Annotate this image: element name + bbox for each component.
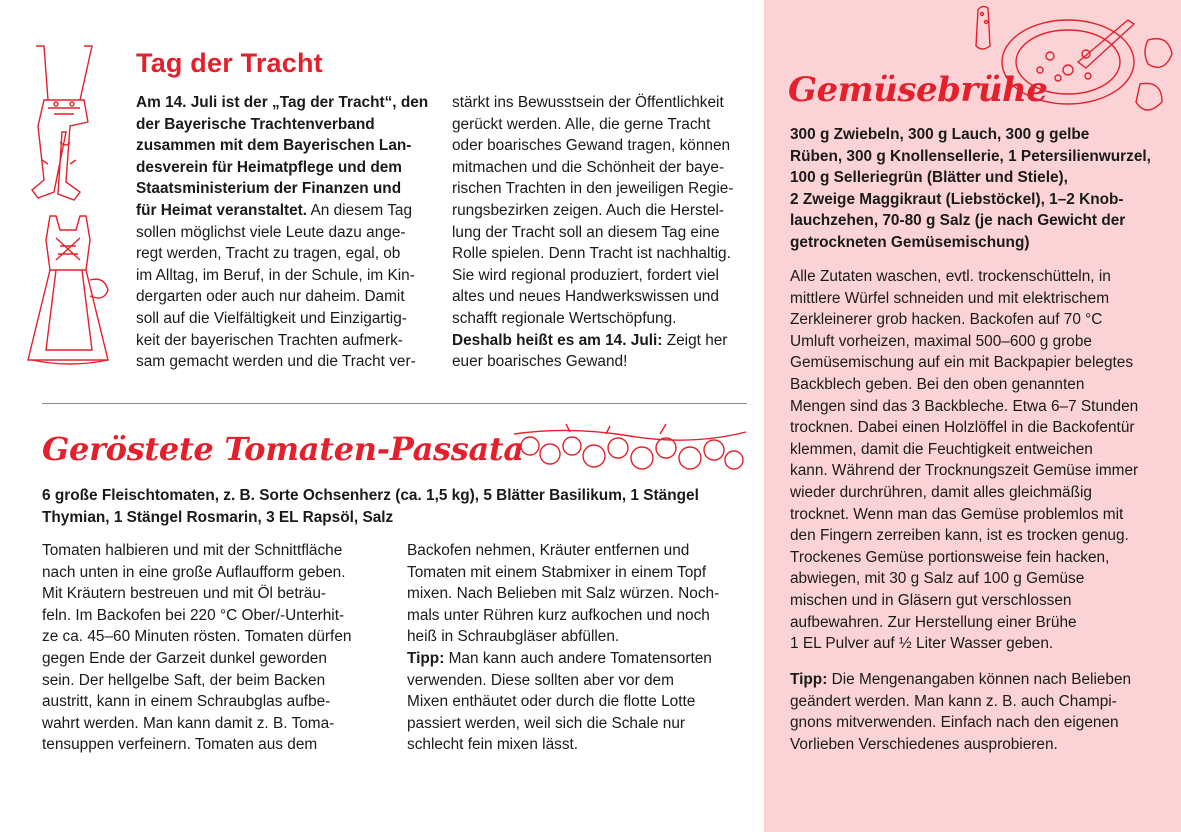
tracht-bold-line: zusammen mit dem Bayerischen Lan-	[136, 137, 412, 155]
tracht-line: sollen möglichst viele Leute dazu ange-	[136, 223, 406, 241]
gemuese-method	[790, 266, 1175, 655]
passata-column-2	[407, 540, 757, 756]
tracht-line: keit der bayerischen Trachten aufmerk-	[136, 331, 403, 349]
tracht-line: im Alltag, im Beruf, in der Schule, im Kin-	[136, 266, 415, 284]
gemuese-title: Gemüsebrühe	[788, 70, 1048, 110]
gemuese-tip-label: Tipp:	[790, 671, 828, 688]
tracht-line: Rolle spielen. Denn Tracht ist nachhaltig.	[452, 245, 731, 263]
gemuese-tip-line: geändert werden. Man kann z. B. auch Champi-	[790, 692, 1117, 710]
gemuese-ingredient-line: 2 Zweige Maggikraut (Liebstöckel), 1–2 Knob-	[790, 190, 1124, 208]
passata-line: Tomaten halbieren und mit der Schnittfläche	[42, 542, 343, 559]
gemuese-line: Gemüsemischung auf ein mit Backpapier belegtes	[790, 354, 1134, 372]
tracht-line: gerückt werden. Alle, die gerne Tracht	[452, 115, 711, 133]
gemuese-tip-line	[790, 669, 1175, 691]
passata-line: feln. Im Backofen bei 220 °C Ober/-Unterhit-	[42, 606, 345, 624]
gemuese-line: Zerkleinerer grob hacken. Backofen auf 70 °C	[790, 311, 1103, 329]
tracht-line: lung der Tracht soll an diesem Tag eine	[452, 223, 720, 241]
passata-line: mals unter Rühren kurz aufkochen und noch	[407, 606, 710, 624]
passata-tip-line: schlecht fein mixen lässt.	[407, 736, 579, 754]
gemuese-line: trocknet. Wenn man das Gemüse problemlos mit	[790, 505, 1124, 523]
tracht-bold-line: der Bayerische Trachtenverband	[136, 115, 375, 133]
tracht-line: oder boarisches Gewand tragen, können	[452, 137, 731, 155]
tracht-column-1	[136, 92, 436, 373]
gemuese-line: mischen und in Gläsern gut verschlossen	[790, 591, 1072, 609]
tomato-vine-illustration-icon	[510, 412, 750, 482]
passata-line: Backofen nehmen, Kräuter entfernen und	[407, 542, 690, 559]
gemuese-line: den Fingern zerreiben kann, ist es trocken genug.	[790, 527, 1129, 545]
passata-title: Geröstete Tomaten-Passata	[42, 430, 524, 468]
passata-ingredients	[42, 485, 762, 528]
dirndl-illustration-icon	[20, 210, 115, 370]
tracht-bold-phrase: für Heimat veranstaltet.	[136, 201, 308, 219]
passata-line: nach unten in eine große Auflaufform geben.	[42, 563, 346, 581]
gemuese-ingredient-line: getrockneten Gemüsemischung)	[790, 233, 1030, 251]
gemuese-tip-line: Vorlieben Verschiedenes ausprobieren.	[790, 735, 1058, 753]
gemuese-line: kann. Während der Trocknungszeit Gemüse immer	[790, 462, 1139, 480]
passata-line: austritt, kann in einem Schraubglas aufbe-	[42, 693, 331, 711]
gemuese-tip-text: Die Mengenangaben können nach Belieben	[827, 671, 1132, 688]
section-divider	[42, 403, 747, 404]
gemuese-line: Mengen sind das 3 Backbleche. Etwa 6–7 Stunden	[790, 397, 1139, 415]
tracht-line: rischen Trachten in den jeweiligen Regie-	[452, 180, 734, 198]
tracht-bold-phrase: Deshalb heißt es am 14. Juli:	[452, 331, 663, 349]
passata-ingredient-line: Thymian, 1 Stängel Rosmarin, 3 EL Rapsöl, Salz	[42, 508, 394, 526]
passata-tip-line	[407, 648, 757, 670]
gemuese-line: abwiegen, mit 30 g Salz auf 100 g Gemüse	[790, 570, 1085, 588]
tracht-mixed-line	[452, 330, 752, 352]
passata-line: heiß in Schraubgläser abfüllen.	[407, 628, 620, 646]
tracht-line: dergarten oder auch nur daheim. Damit	[136, 288, 405, 306]
passata-line: Mit Kräutern bestreuen und mit Öl beträu-	[42, 585, 327, 603]
tracht-title: Tag der Tracht	[136, 48, 323, 78]
passata-tip-line: Mixen enthäutet oder durch die flotte Lotte	[407, 693, 696, 711]
gemuese-line: mittlere Würfel schneiden und mit elektrischem	[790, 289, 1110, 307]
passata-line: wahrt werden. Man kann damit z. B. Toma-	[42, 714, 335, 732]
passata-line: ze ca. 45–60 Minuten rösten. Tomaten dürfen	[42, 628, 352, 646]
gemuese-ingredient-line: lauchzehen, 70-80 g Salz (je nach Gewicht der	[790, 212, 1126, 230]
gemuese-line: Trockenes Gemüse portionsweise fein hacken,	[790, 548, 1110, 566]
tracht-bold-line: Staatsministerium der Finanzen und	[136, 180, 402, 198]
gemuese-ingredients	[790, 124, 1175, 254]
tracht-line: regt werden, Tracht zu tragen, egal, ob	[136, 245, 401, 263]
gemuese-line: wieder durchrühren, damit alles gleichmäßig	[790, 483, 1092, 501]
gemuese-ingredient-line: 100 g Selleriegrün (Blätter und Stiele),	[790, 169, 1068, 187]
tracht-line: mitmachen und die Schönheit der baye-	[452, 158, 725, 176]
tracht-bold-line: desverein für Heimatpflege und dem	[136, 158, 402, 176]
lederhose-illustration-icon	[14, 42, 114, 202]
gemuese-tip-line: gnons mitverwenden. Einfach nach den eigenen	[790, 714, 1119, 732]
tracht-column-2	[452, 92, 752, 373]
gemuese-line: Backblech geben. Bei den oben genannten	[790, 375, 1085, 393]
tracht-line: soll auf die Vielfältigkeit und Einzigartig-	[136, 309, 407, 327]
passata-line: gegen Ende der Garzeit dunkel geworden	[42, 649, 327, 667]
tracht-line: euer boarisches Gewand!	[452, 353, 628, 371]
gemuese-line: Umluft vorheizen, maximal 500–600 g grobe	[790, 332, 1092, 350]
tracht-line: schafft regionale Wertschöpfung.	[452, 309, 677, 327]
tracht-line: altes und neues Handwerkswissen und	[452, 288, 719, 306]
gemuese-ingredient-line: 300 g Zwiebeln, 300 g Lauch, 300 g gelbe	[790, 126, 1090, 143]
passata-tip-text: Man kann auch andere Tomatensorten	[444, 649, 712, 667]
gemuese-line: Alle Zutaten waschen, evtl. trockenschütteln, in	[790, 268, 1111, 285]
passata-tip-line: verwenden. Diese sollten aber vor dem	[407, 671, 674, 689]
tracht-text: Zeigt her	[662, 331, 728, 349]
gemuese-line: 1 EL Pulver auf ½ Liter Wasser geben.	[790, 635, 1054, 653]
passata-line: tensuppen verfeinern. Tomaten aus dem	[42, 736, 318, 754]
tracht-bold-line: Am 14. Juli ist der „Tag der Tracht“, den	[136, 94, 429, 111]
tracht-line: sam gemacht werden und die Tracht ver-	[136, 353, 416, 371]
tracht-text: An diesem Tag	[307, 201, 413, 219]
tracht-mixed-line	[136, 200, 436, 222]
passata-line: Tomaten mit einem Stabmixer in einem Topf	[407, 563, 707, 581]
gemuese-line: trocknen. Dabei einen Holzlöffel in die Backofentür	[790, 419, 1135, 437]
passata-line: sein. Der hellgelbe Saft, der beim Backen	[42, 671, 326, 689]
gemuese-line: aufbewahren. Zur Herstellung einer Brühe	[790, 613, 1077, 631]
passata-line: mixen. Nach Belieben mit Salz würzen. Noch-	[407, 585, 720, 603]
tracht-line: Sie wird regional produziert, fordert viel	[452, 266, 719, 284]
gemuese-tip	[790, 669, 1175, 755]
passata-tip-line: passiert werden, weil sich die Schale nur	[407, 714, 686, 732]
passata-column-1	[42, 540, 392, 756]
tracht-line: stärkt ins Bewusstsein der Öffentlichkeit	[452, 94, 724, 111]
tracht-line: rungsbezirken zeigen. Auch die Herstel-	[452, 201, 725, 219]
passata-tip-label: Tipp:	[407, 649, 445, 667]
passata-ingredient-line: 6 große Fleischtomaten, z. B. Sorte Ochsenherz (ca. 1,5 kg), 5 Blätter Basilikum, 1 Stängel	[42, 487, 699, 504]
gemuese-line: klemmen, damit die Feuchtigkeit entweichen	[790, 440, 1093, 458]
gemuese-ingredient-line: Rüben, 300 g Knollensellerie, 1 Petersilienwurzel,	[790, 147, 1151, 165]
